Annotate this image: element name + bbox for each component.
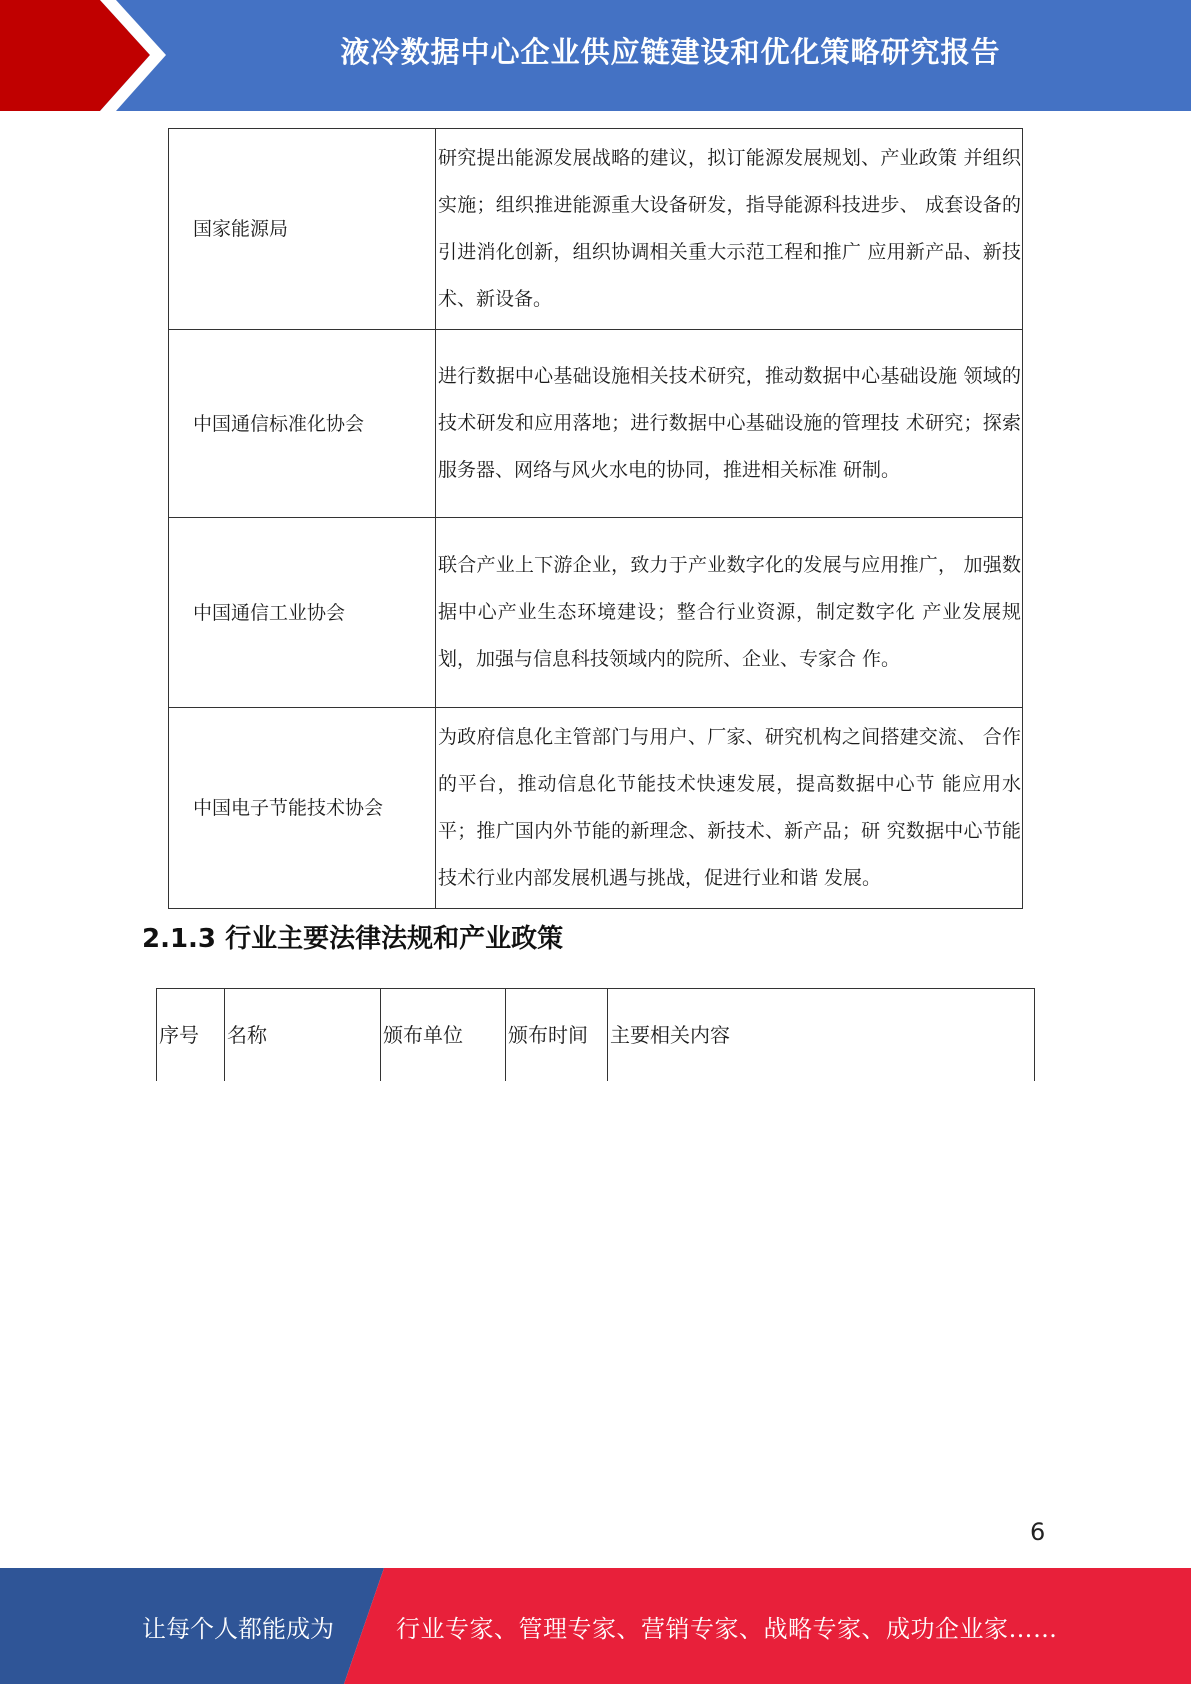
- table-row: [169, 330, 1023, 518]
- org-name: 中国通信标准化协会: [169, 330, 436, 518]
- column-header-date: 颁布时间: [506, 989, 608, 1082]
- column-header-issuer: 颁布单位: [381, 989, 506, 1082]
- org-description: 研究提出能源发展战略的建议，拟订能源发展规划、产业政策 并组织实施；组织推进能源重大设备研发，指导能源科技进步、 成套设备的引进消化创新，组织协调相关重大示范工程和推广 应用新产品、新技术、新设备。: [436, 129, 1023, 330]
- table-row: [169, 129, 1023, 330]
- report-title: 液冷数据中心企业供应链建设和优化策略研究报告: [340, 34, 1001, 69]
- org-name: 中国电子节能技术协会: [169, 708, 436, 909]
- organizations-table: [168, 128, 1023, 909]
- table-row: [169, 518, 1023, 708]
- column-header-index: 序号: [157, 989, 225, 1082]
- page-number: 6: [1030, 1518, 1046, 1546]
- table-row: [169, 708, 1023, 909]
- table-header-row: [157, 989, 1035, 1082]
- section-heading: 2.1.3 行业主要法律法规和产业政策: [142, 924, 564, 954]
- column-header-name: 名称: [225, 989, 381, 1082]
- org-name: 国家能源局: [169, 129, 436, 330]
- page-header: [0, 0, 1191, 111]
- footer-slogan-right: 行业专家、管理专家、营销专家、战略专家、成功企业家……: [396, 1614, 1058, 1643]
- org-name: 中国通信工业协会: [169, 518, 436, 708]
- column-header-content: 主要相关内容: [608, 989, 1035, 1082]
- page-footer: [0, 1568, 1191, 1684]
- org-description: 为政府信息化主管部门与用户、厂家、研究机构之间搭建交流、 合作的平台，推动信息化节能技术快速发展，提高数据中心节 能应用水平；推广国内外节能的新理念、新技术、新产品；研 究数据中心节能技术行业内部发展机遇与挑战，促进行业和谐 发展。: [436, 708, 1023, 909]
- org-description: 进行数据中心基础设施相关技术研究，推动数据中心基础设施 领域的技术研发和应用落地；进行数据中心基础设施的管理技 术研究；探索服务器、网络与风火水电的协同，推进相关标准 研制。: [436, 330, 1023, 518]
- policy-table: [156, 988, 1035, 1081]
- footer-slogan-left: 让每个人都能成为: [142, 1614, 334, 1643]
- org-description: 联合产业上下游企业，致力于产业数字化的发展与应用推广， 加强数据中心产业生态环境建设；整合行业资源，制定数字化 产业发展规划，加强与信息科技领域内的院所、企业、专家合 作。: [436, 518, 1023, 708]
